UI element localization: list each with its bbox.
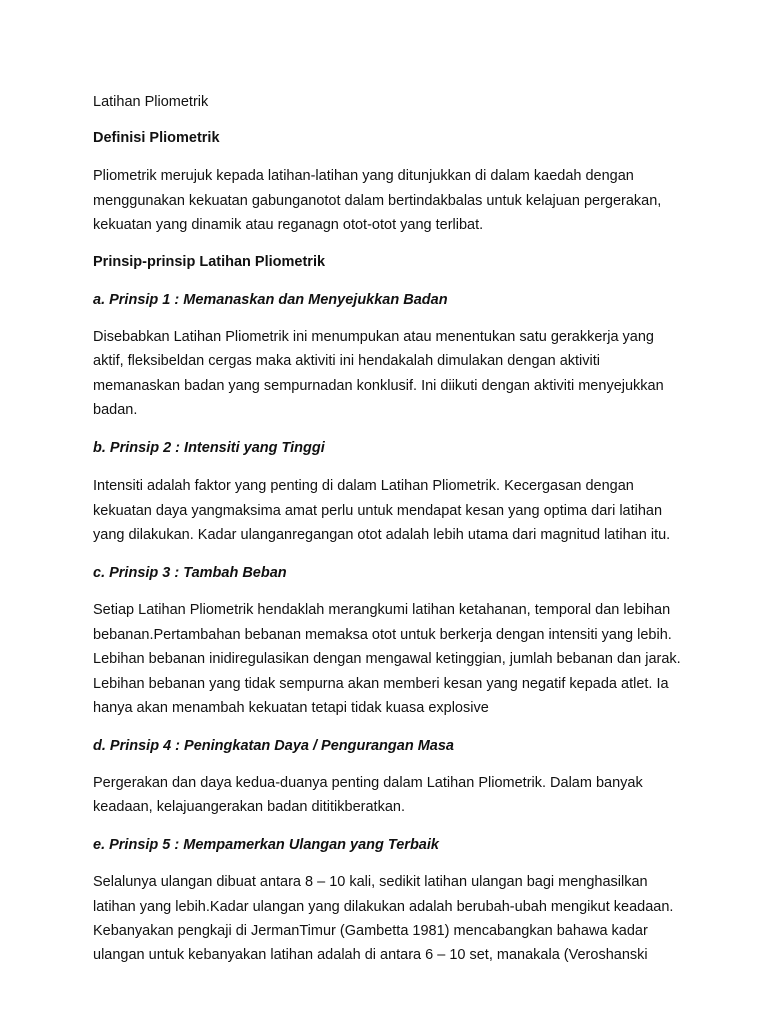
prinsip-3-heading: c. Prinsip 3 : Tambah Beban: [93, 565, 287, 581]
prinsip-4-line: Pergerakan dan daya kedua-duanya penting dalam Latihan Pliometrik. Dalam banyak: [93, 775, 643, 791]
prinsip-1-line: aktif, fleksibeldan cergas maka aktiviti ini hendakalah dimulakan dengan aktiviti: [93, 353, 600, 369]
prinsip-4-line: keadaan, kelajuangerakan badan dititikberatkan.: [93, 799, 405, 815]
prinsip-3-line: bebanan.Pertambahan bebanan memaksa otot untuk berkerja dengan intensiti yang lebih.: [93, 627, 672, 643]
definisi-line: Pliometrik merujuk kepada latihan-latihan yang ditunjukkan di dalam kaedah dengan: [93, 168, 634, 184]
prinsip-3-line: Setiap Latihan Pliometrik hendaklah merangkumi latihan ketahanan, temporal dan lebihan: [93, 602, 671, 618]
prinsip-1-line: badan.: [93, 402, 138, 418]
prinsip-5-line: Selalunya ulangan dibuat antara 8 – 10 kali, sedikit latihan ulangan bagi menghasilkan: [93, 874, 648, 890]
prinsip-3-line: Lebihan bebanan inidiregulasikan dengan mengawal ketinggian, jumlah bebanan dan jarak.: [93, 651, 681, 667]
definisi-line: kekuatan yang dinamik atau reganagn otot-otot yang terlibat.: [93, 217, 484, 233]
prinsip-2-line: kekuatan daya yangmaksima amat perlu untuk mendapat kesan yang optima dari latihan: [93, 503, 663, 519]
prinsip-5-line: ulangan untuk kebanyakan latihan adalah di antara 6 – 10 set, manakala (Veroshanski: [93, 947, 648, 963]
prinsip-4-heading: d. Prinsip 4 : Peningkatan Daya / Pengurangan Masa: [93, 738, 454, 754]
prinsip-2-heading: b. Prinsip 2 : Intensiti yang Tinggi: [93, 440, 325, 456]
doc-title: Latihan Pliometrik: [93, 94, 209, 110]
prinsip-3-line: Lebihan bebanan yang tidak sempurna akan memberi kesan yang negatif kepada atlet. Ia: [93, 676, 669, 692]
prinsip-1-heading: a. Prinsip 1 : Memanaskan dan Menyejukkan Badan: [93, 292, 448, 308]
prinsip-2-line: Intensiti adalah faktor yang penting di dalam Latihan Pliometrik. Kecergasan dengan: [93, 478, 634, 494]
prinsip-2-line: yang dilakukan. Kadar ulanganregangan otot adalah lebih utama dari magnitud latihan itu.: [93, 527, 671, 543]
prinsip-5-line: latihan yang lebih.Kadar ulangan yang dilakukan adalah berubah-ubah mengikut keadaan.: [93, 899, 674, 915]
prinsip-1-line: Disebabkan Latihan Pliometrik ini menumpukan atau menentukan satu gerakkerja yang: [93, 329, 654, 345]
prinsip-3-line: hanya akan menambah kekuatan tetapi tidak kuasa explosive: [93, 700, 489, 716]
definisi-line: menggunakan kekuatan gabunganotot dalam bertindakbalas untuk kelajuan pergerakan,: [93, 193, 662, 209]
prinsip-5-heading: e. Prinsip 5 : Mempamerkan Ulangan yang Terbaik: [93, 837, 439, 853]
prinsip-1-line: memanaskan badan yang sempurnadan konklusif. Ini diikuti dengan aktiviti menyejukkan: [93, 378, 664, 394]
definisi-heading: Definisi Pliometrik: [93, 130, 220, 146]
prinsip-heading: Prinsip-prinsip Latihan Pliometrik: [93, 254, 326, 270]
prinsip-5-line: Kebanyakan pengkaji di JermanTimur (Gambetta 1981) mencabangkan bahawa kadar: [93, 923, 648, 939]
